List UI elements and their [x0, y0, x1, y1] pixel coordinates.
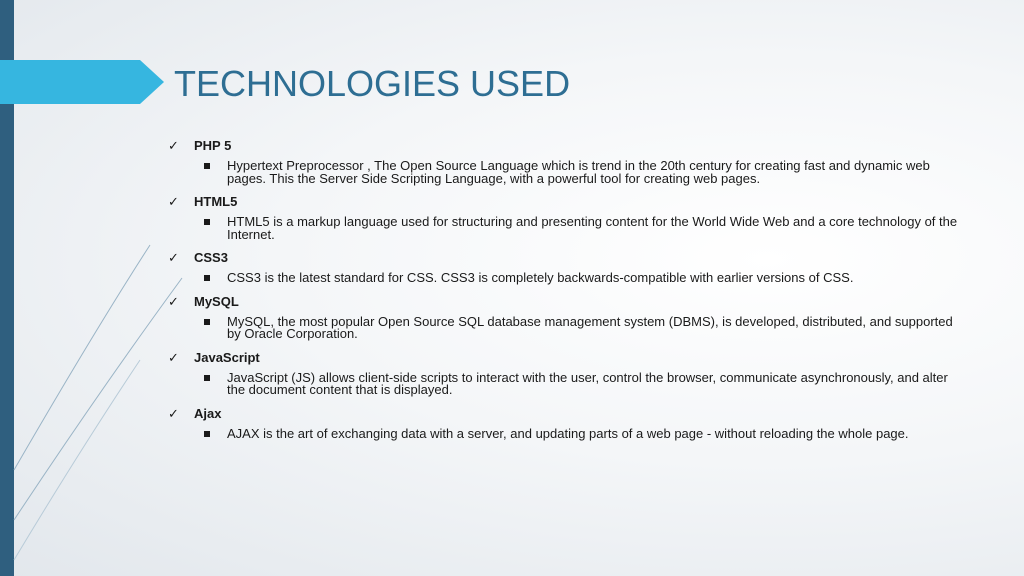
- square-bullet-icon: [204, 375, 210, 381]
- checkmark-icon: ✓: [168, 405, 179, 421]
- tech-name: HTML5: [194, 194, 238, 209]
- tech-item-javascript: [168, 347, 958, 397]
- tech-item-mysql: [168, 291, 958, 341]
- checkmark-icon: ✓: [168, 250, 179, 265]
- tech-name: JavaScript: [194, 349, 260, 365]
- tech-name: CSS3: [194, 250, 228, 265]
- tech-description: MySQL, the most popular Open Source SQL database management system (DBMS), is developed, distributed, and supported by Oracle Corporation.: [227, 313, 953, 341]
- tech-item-html5: [168, 191, 958, 241]
- square-bullet-icon: [204, 219, 210, 225]
- checkmark-icon: ✓: [168, 349, 179, 365]
- checkmark-icon: ✓: [168, 194, 179, 209]
- checkmark-icon: ✓: [168, 138, 179, 153]
- tech-description: JavaScript (JS) allows client-side scripts to interact with the user, control the browser, communicate asynchronously, and alter the document content that is displayed.: [227, 369, 948, 397]
- checkmark-icon: ✓: [168, 293, 179, 309]
- tech-name: PHP 5: [194, 138, 232, 153]
- title-arrow-shape: [0, 60, 164, 104]
- tech-item-php: [168, 135, 958, 185]
- square-bullet-icon: [204, 319, 210, 325]
- tech-name: MySQL: [194, 293, 239, 309]
- tech-description: HTML5 is a markup language used for structuring and presenting content for the World Wide Web and a core technology of the Internet.: [227, 214, 958, 242]
- square-bullet-icon: [204, 431, 210, 437]
- technology-list: [168, 135, 958, 446]
- tech-name: Ajax: [194, 405, 222, 421]
- tech-description: CSS3 is the latest standard for CSS. CSS3 is completely backwards-compatible with earlier versions of CSS.: [227, 270, 854, 285]
- square-bullet-icon: [204, 275, 210, 281]
- tech-item-ajax: [168, 403, 958, 441]
- square-bullet-icon: [204, 163, 210, 169]
- tech-description: Hypertext Preprocessor , The Open Source Language which is trend in the 20th century for creating fast and dynamic web pages. This the Server Side Scripting Language, with a powerful tool for creating web pages.: [227, 158, 930, 186]
- slide-title: TECHNOLOGIES USED: [174, 63, 571, 104]
- tech-description: AJAX is the art of exchanging data with a server, and updating parts of a web page - without reloading the whole page.: [227, 425, 909, 441]
- tech-item-css3: [168, 247, 958, 285]
